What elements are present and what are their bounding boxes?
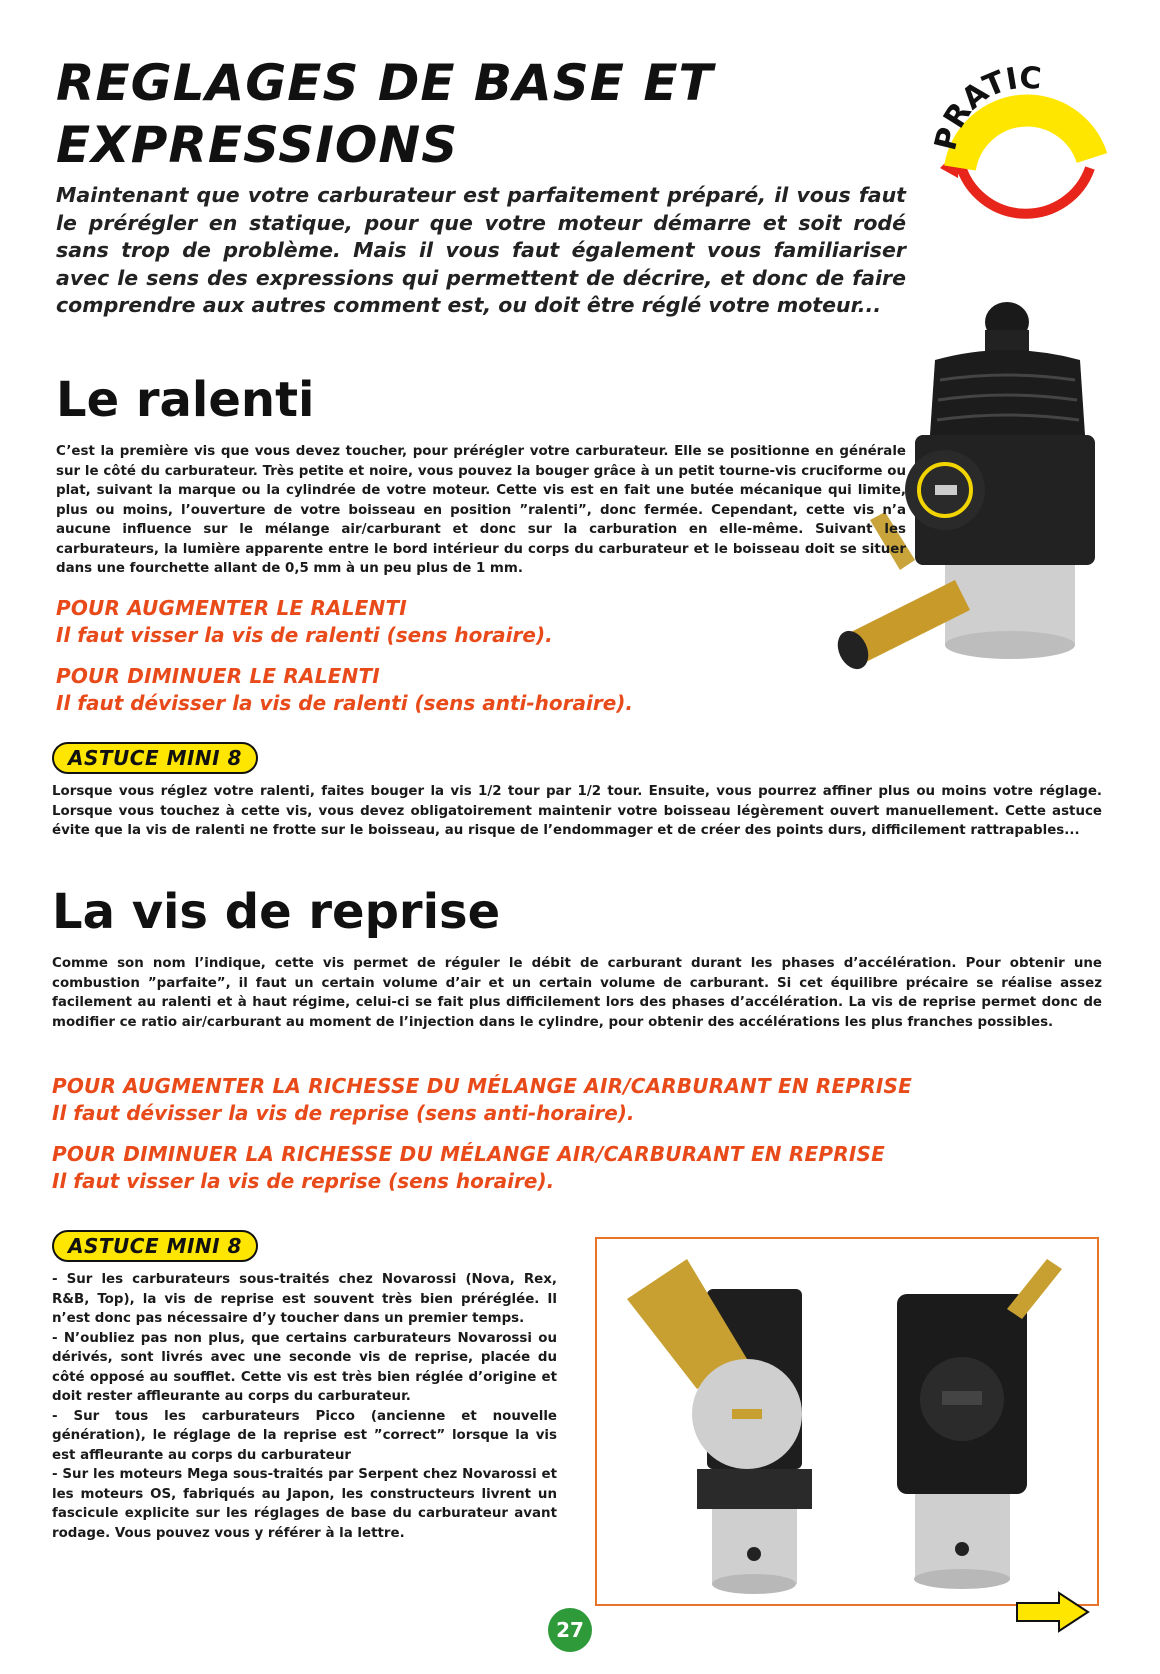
carburetor-photo-frame xyxy=(595,1237,1099,1606)
pratic-badge-icon xyxy=(930,48,1120,223)
ralenti-body: C’est la première vis que vous devez toucher, pour prérégler votre carburateur. Elle se positionne en générale sur le côté du carburateur. Très petite et noire, vous pouvez la bouger grâce à un petit tourne-vis cruciforme ou plat, suivant la marque ou la cylindrée de votre moteur. Cette vis est en fait une butée mécanique qui limite, plus ou moins, l’ouverture de votre boisseau en position ”ralenti”, donc fermée. Cependant, cette vis n’a aucune influence sur le mélange air/carburant et donc sur la carburation en elle-même. Suivant les carburateurs, la lumière apparente entre le bord intérieur du corps du carburateur et le boisseau doit se situer dans une fourchette allant de 0,5 mm à un peu plus de 1 mm. xyxy=(56,444,906,576)
ralenti-rule-increase xyxy=(56,595,856,649)
page-title xyxy=(56,52,856,176)
ralenti-rule-decrease xyxy=(56,663,856,717)
list-item: - Sur les moteurs Mega sous-traités par Serpent chez Novarossi et les moteurs OS, fabriqués au Japon, les constructeurs livrent un fascicule explicite sur les réglages de base du carburateur avant rodage. Vous pouvez vous y référer à la lettre. xyxy=(52,1467,557,1541)
carburetor-back-photo xyxy=(897,1259,1062,1589)
section-heading-ralenti: Le ralenti xyxy=(56,372,315,428)
section-heading-reprise: La vis de reprise xyxy=(52,884,501,940)
title-line-1: REGLAGES DE BASE ET xyxy=(56,54,714,112)
svg-text:PRATIC: PRATIC xyxy=(930,60,1043,154)
rule-instruction: Il faut visser la vis de ralenti (sens horaire). xyxy=(56,623,553,647)
rule-heading: POUR AUGMENTER LE RALENTI xyxy=(56,596,407,620)
astuce-badge-ralenti: ASTUCE MINI 8 xyxy=(52,742,258,774)
page-number: 27 xyxy=(548,1608,592,1652)
reprise-rule-decrease xyxy=(52,1141,1112,1195)
next-arrow-icon xyxy=(1015,1591,1090,1633)
list-item: - N’oubliez pas non plus, que certains carburateurs Novarossi ou dérivés, sont livrés avec une seconde vis de reprise, placée du côté opposé au soufflet. Cette vis est très bien réglée d’origine et doit rester affleurante au corps du carburateur. xyxy=(52,1330,557,1404)
reprise-body: Comme son nom l’indique, cette vis permet de réguler le débit de carburant durant les phases d’accélération. Pour obtenir une combustion ”parfaite”, il faut un certain volume d’air et un certain volume de carburant. Si cet équilibre précaire se réalise assez facilement au ralenti et à haut régime, celui-ci se fait plus difficilement lors des phases d’accélération. La vis de reprise permet donc de modifier ce ratio air/carburant au moment de l’injection dans le cylindre, pour obtenir des accélérations les plus franches possibles. xyxy=(52,956,1102,1030)
rule-instruction: Il faut dévisser la vis de reprise (sens anti-horaire). xyxy=(52,1101,635,1125)
reprise-astuce-list xyxy=(52,1270,557,1543)
rule-instruction: Il faut dévisser la vis de ralenti (sens anti-horaire). xyxy=(56,691,634,715)
ralenti-astuce-body: Lorsque vous réglez votre ralenti, faites bouger la vis 1/2 tour par 1/2 tour. Ensuite, vous pourrez affiner plus ou moins votre réglage. Lorsque vous touchez à cette vis, vous devez obligatoirement maintenir votre boisseau légèrement ouvert manuellement. Cette astuce évite que la vis de ralenti ne frotte sur le boisseau, au risque de l’endommager et de créer des points durs, difficilement rattrapables... xyxy=(52,784,1102,838)
title-line-2: EXPRESSIONS xyxy=(56,116,459,174)
list-item: - Sur les carburateurs sous-traités chez Novarossi (Nova, Rex, R&B, Top), la vis de reprise est souvent très bien préréglée. Il n’est donc pas nécessaire d’y toucher dans un premier temps. xyxy=(52,1272,557,1326)
reprise-rule-increase xyxy=(52,1073,1112,1127)
rule-heading: POUR DIMINUER LE RALENTI xyxy=(56,664,380,688)
list-item: - Sur tous les carburateurs Picco (ancienne et nouvelle génération), le réglage de la reprise est ”correct” lorsque la vis est affleurante au corps du carburateur xyxy=(52,1408,557,1463)
rule-heading: POUR DIMINUER LA RICHESSE DU MÉLANGE AIR/CARBURANT EN REPRISE xyxy=(52,1142,885,1166)
carburetor-front-photo xyxy=(627,1259,812,1594)
astuce-badge-reprise: ASTUCE MINI 8 xyxy=(52,1230,258,1262)
intro-paragraph: Maintenant que votre carburateur est parfaitement préparé, il vous faut le prérégler en statique, pour que votre moteur démarre et soit rodé sans trop de problème. Mais il vous faut également vous familiariser avec le sens des expressions qui permettent de décrire, et donc de faire comprendre aux autres comment est, ou doit être réglé votre moteur... xyxy=(56,183,906,317)
rule-heading: POUR AUGMENTER LA RICHESSE DU MÉLANGE AIR/CARBURANT EN REPRISE xyxy=(52,1074,912,1098)
rule-instruction: Il faut visser la vis de reprise (sens horaire). xyxy=(52,1169,555,1193)
